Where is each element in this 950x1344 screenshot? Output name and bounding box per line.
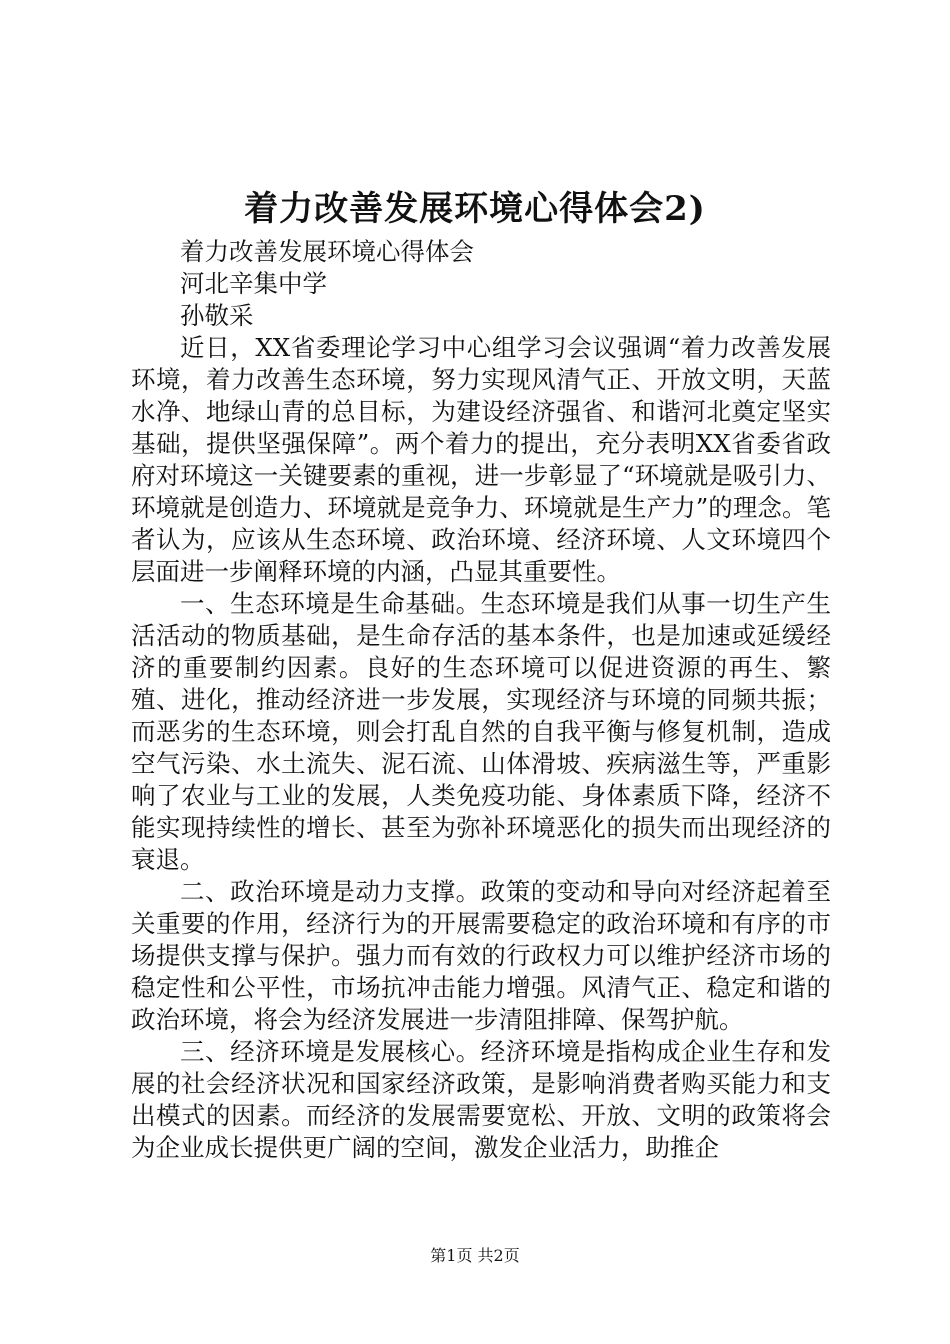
paragraph-politics: 二、政治环境是动力支撑。政策的变动和导向对经济起着至关重要的作用，经济行为的开展需要稳定的政治环境和有序的市场提供支撑与保护。强力而有效的行政权力可以维护经济市场的稳定性和公平性，市场抗冲击能力增强。风清气正、稳定和谐的政治环境，将会为经济发展进一步清阻排障、保驾护航。 xyxy=(131,877,831,1034)
paragraph-ecology: 一、生态环境是生命基础。生态环境是我们从事一切生产生活活动的物质基础，是生命存活的基本条件，也是加速或延缓经济的重要制约因素。良好的生态环境可以促进资源的再生、繁殖、进化，推动经济进一步发展，实现经济与环境的同频共振；而恶劣的生态环境，则会打乱自然的自我平衡与修复机制，造成空气污染、水土流失、泥石流、山体滑坡、疾病滋生等，严重影响了农业与工业的发展，人类免疫功能、身体素质下降，经济不能实现持续性的增长、甚至为弥补环境恶化的损失而出现经济的衰退。 xyxy=(131,589,831,874)
author-name: 孙敬采 xyxy=(180,301,254,330)
document-body xyxy=(131,236,831,1164)
author-school: 河北辛集中学 xyxy=(180,269,327,298)
page-footer: 第1页 共2页 xyxy=(430,1246,520,1265)
paragraph-economy: 三、经济环境是发展核心。经济环境是指构成企业生存和发展的社会经济状况和国家经济政策，是影响消费者购买能力和支出模式的因素。而经济的发展需要宽松、开放、文明的政策将会为企业成长提供更广阔的空间，激发企业活力，助推企 xyxy=(131,1037,831,1162)
page-title: 着力改善发展环境心得体会2) xyxy=(244,189,706,229)
paragraph-intro: 近日，XX省委理论学习中心组学习会议强调“着力改善发展环境，着力改善生态环境，努力实现风清气正、开放文明，天蓝水净、地绿山青的总目标，为建设经济强省、和谐河北奠定坚实基础，提供坚强保障”。两个着力的提出，充分表明XX省委省政府对环境这一关键要素的重视，进一步彰显了“环境就是吸引力、环境就是创造力、环境就是竞争力、环境就是生产力”的理念。笔者认为，应该从生态环境、政治环境、经济环境、人文环境四个层面进一步阐释环境的内涵，凸显其重要性。 xyxy=(131,333,831,586)
document-subtitle: 着力改善发展环境心得体会 xyxy=(180,237,474,266)
